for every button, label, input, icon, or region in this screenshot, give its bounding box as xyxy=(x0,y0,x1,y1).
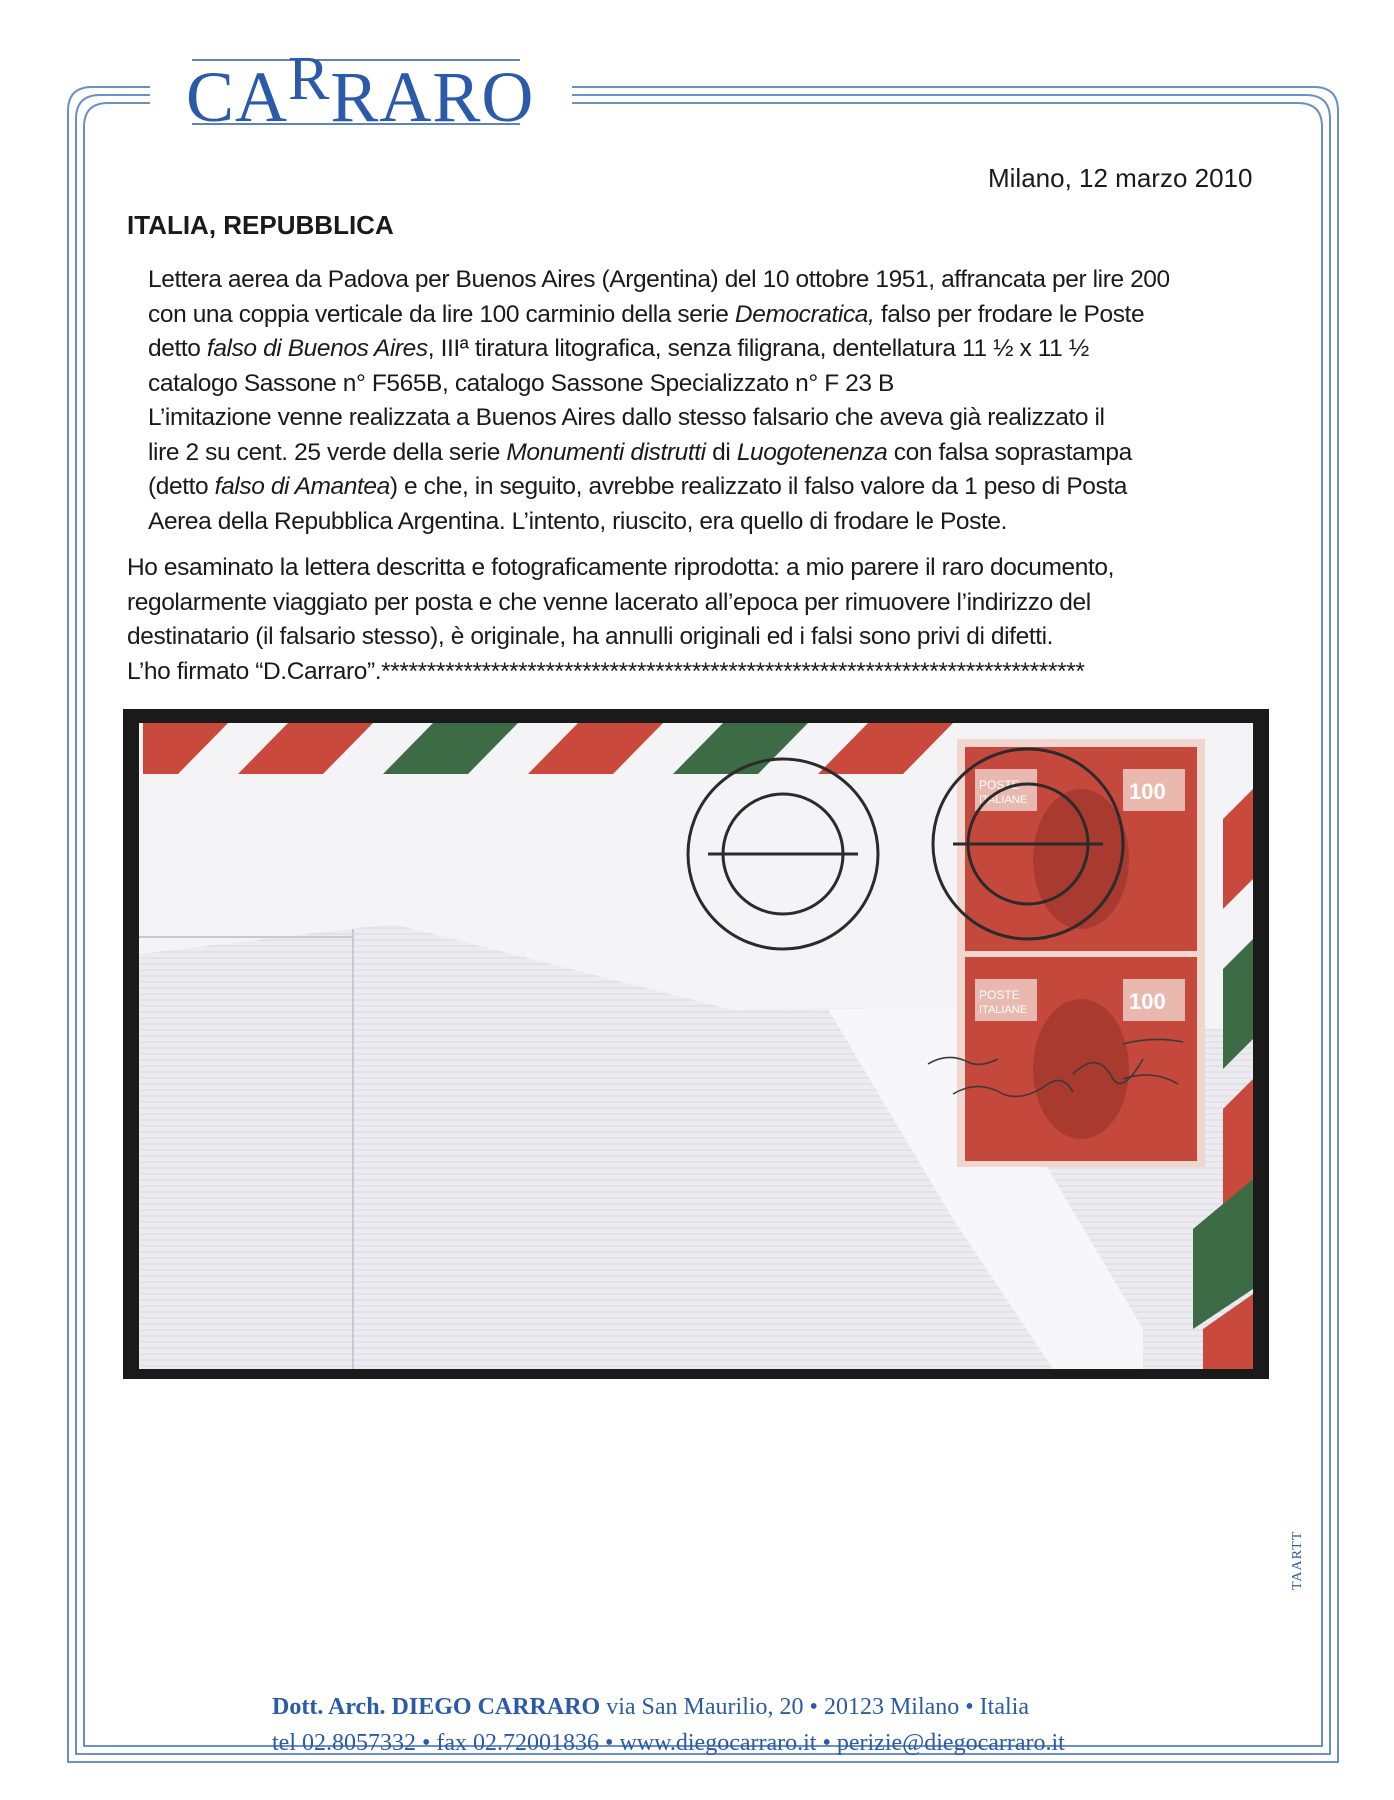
envelope-photo xyxy=(123,709,1269,1379)
carraro-logo xyxy=(186,45,535,137)
italic-run: Monumenti distrutti xyxy=(506,438,706,466)
description-line: Aerea della Repubblica Argentina. L’intento, riuscito, era quello di frodare le Poste. xyxy=(148,507,1008,535)
logo-text-part-1: CA xyxy=(186,57,289,137)
text-run: di xyxy=(705,438,737,466)
text-run: ) e che, in seguito, avrebbe realizzato il falso valore da 1 peso di Posta xyxy=(389,473,1128,500)
text-run: con una coppia verticale da lire 100 carminio della serie xyxy=(148,300,735,328)
description-line: catalogo Sassone n° F565B, catalogo Sassone Specializzato n° F 23 B xyxy=(148,369,894,397)
text-run: falso per frodare le Poste xyxy=(874,300,1145,328)
side-code: TAARTT xyxy=(1290,1530,1305,1590)
svg-text:ITALIANE: ITALIANE xyxy=(979,1004,1028,1016)
logo-text-r: R xyxy=(288,45,331,113)
description-line: L’imitazione venne realizzata a Buenos Aires dallo stesso falsario che aveva già realizzato il xyxy=(148,404,1105,431)
italic-run: Luogotenenza xyxy=(736,438,888,466)
footer-line-1 xyxy=(272,1689,1065,1725)
name-prefix: Dott. Arch. xyxy=(272,1694,392,1720)
expert-name: DIEGO CARRARO xyxy=(391,1694,601,1720)
svg-text:ITALIANE: ITALIANE xyxy=(979,794,1028,806)
italic-run: Democratica, xyxy=(734,300,875,328)
svg-text:100: 100 xyxy=(1129,989,1166,1014)
certificate-title: ITALIA, REPUBBLICA xyxy=(127,210,394,240)
footer-line-2: tel 02.8057332 • fax 02.72001836 • www.diegocarraro.it • perizie@diegocarraro.it xyxy=(272,1730,1065,1756)
opinion-line: L’ho firmato “D.Carraro”.***************************************************************************** xyxy=(127,657,1085,685)
footer-address: via San Maurilio, 20 • 20123 Milano • Italia xyxy=(600,1694,1029,1720)
text-run: (detto xyxy=(148,473,215,500)
opinion-line: Ho esaminato la lettera descritta e fotograficamente riprodotta: a mio parere il raro documento, xyxy=(127,554,1115,581)
envelope-illustration xyxy=(123,709,1269,1379)
svg-text:100: 100 xyxy=(1129,779,1166,804)
description-line xyxy=(148,470,1278,505)
description-line xyxy=(148,298,1278,333)
opinion-line: destinatario (il falsario stesso), è originale, ha annulli originali ed i falsi sono privi di difetti. xyxy=(127,623,1054,650)
italic-run: falso di Amantea xyxy=(214,473,390,500)
svg-text:POSTE: POSTE xyxy=(979,778,1020,792)
text-run: con falsa soprastampa xyxy=(887,438,1132,466)
opinion-paragraph xyxy=(127,551,1287,689)
description-line xyxy=(148,436,1278,471)
stamp-pair xyxy=(957,739,1205,1167)
logo-text-part-2: RARO xyxy=(330,57,535,137)
text-run: , IIIª tiratura litografica, senza filigrana, dentellatura 11 ½ x 11 ½ xyxy=(427,335,1089,362)
certificate-date: Milano, 12 marzo 2010 xyxy=(988,163,1253,193)
italic-run: falso di Buenos Aires xyxy=(206,335,428,362)
description-paragraph xyxy=(148,263,1278,539)
svg-text:POSTE: POSTE xyxy=(979,988,1020,1002)
footer-contact xyxy=(272,1689,1065,1761)
opinion-line: regolarmente viaggiato per posta e che venne lacerato all’epoca per rimuovere l’indirizzo del xyxy=(127,588,1091,616)
description-line: Lettera aerea da Padova per Buenos Aires (Argentina) del 10 ottobre 1951, affrancata per lire 200 xyxy=(148,266,1170,293)
text-run: detto xyxy=(148,335,207,362)
text-run: lire 2 su cent. 25 verde della serie xyxy=(148,438,507,466)
description-line xyxy=(148,332,1278,367)
